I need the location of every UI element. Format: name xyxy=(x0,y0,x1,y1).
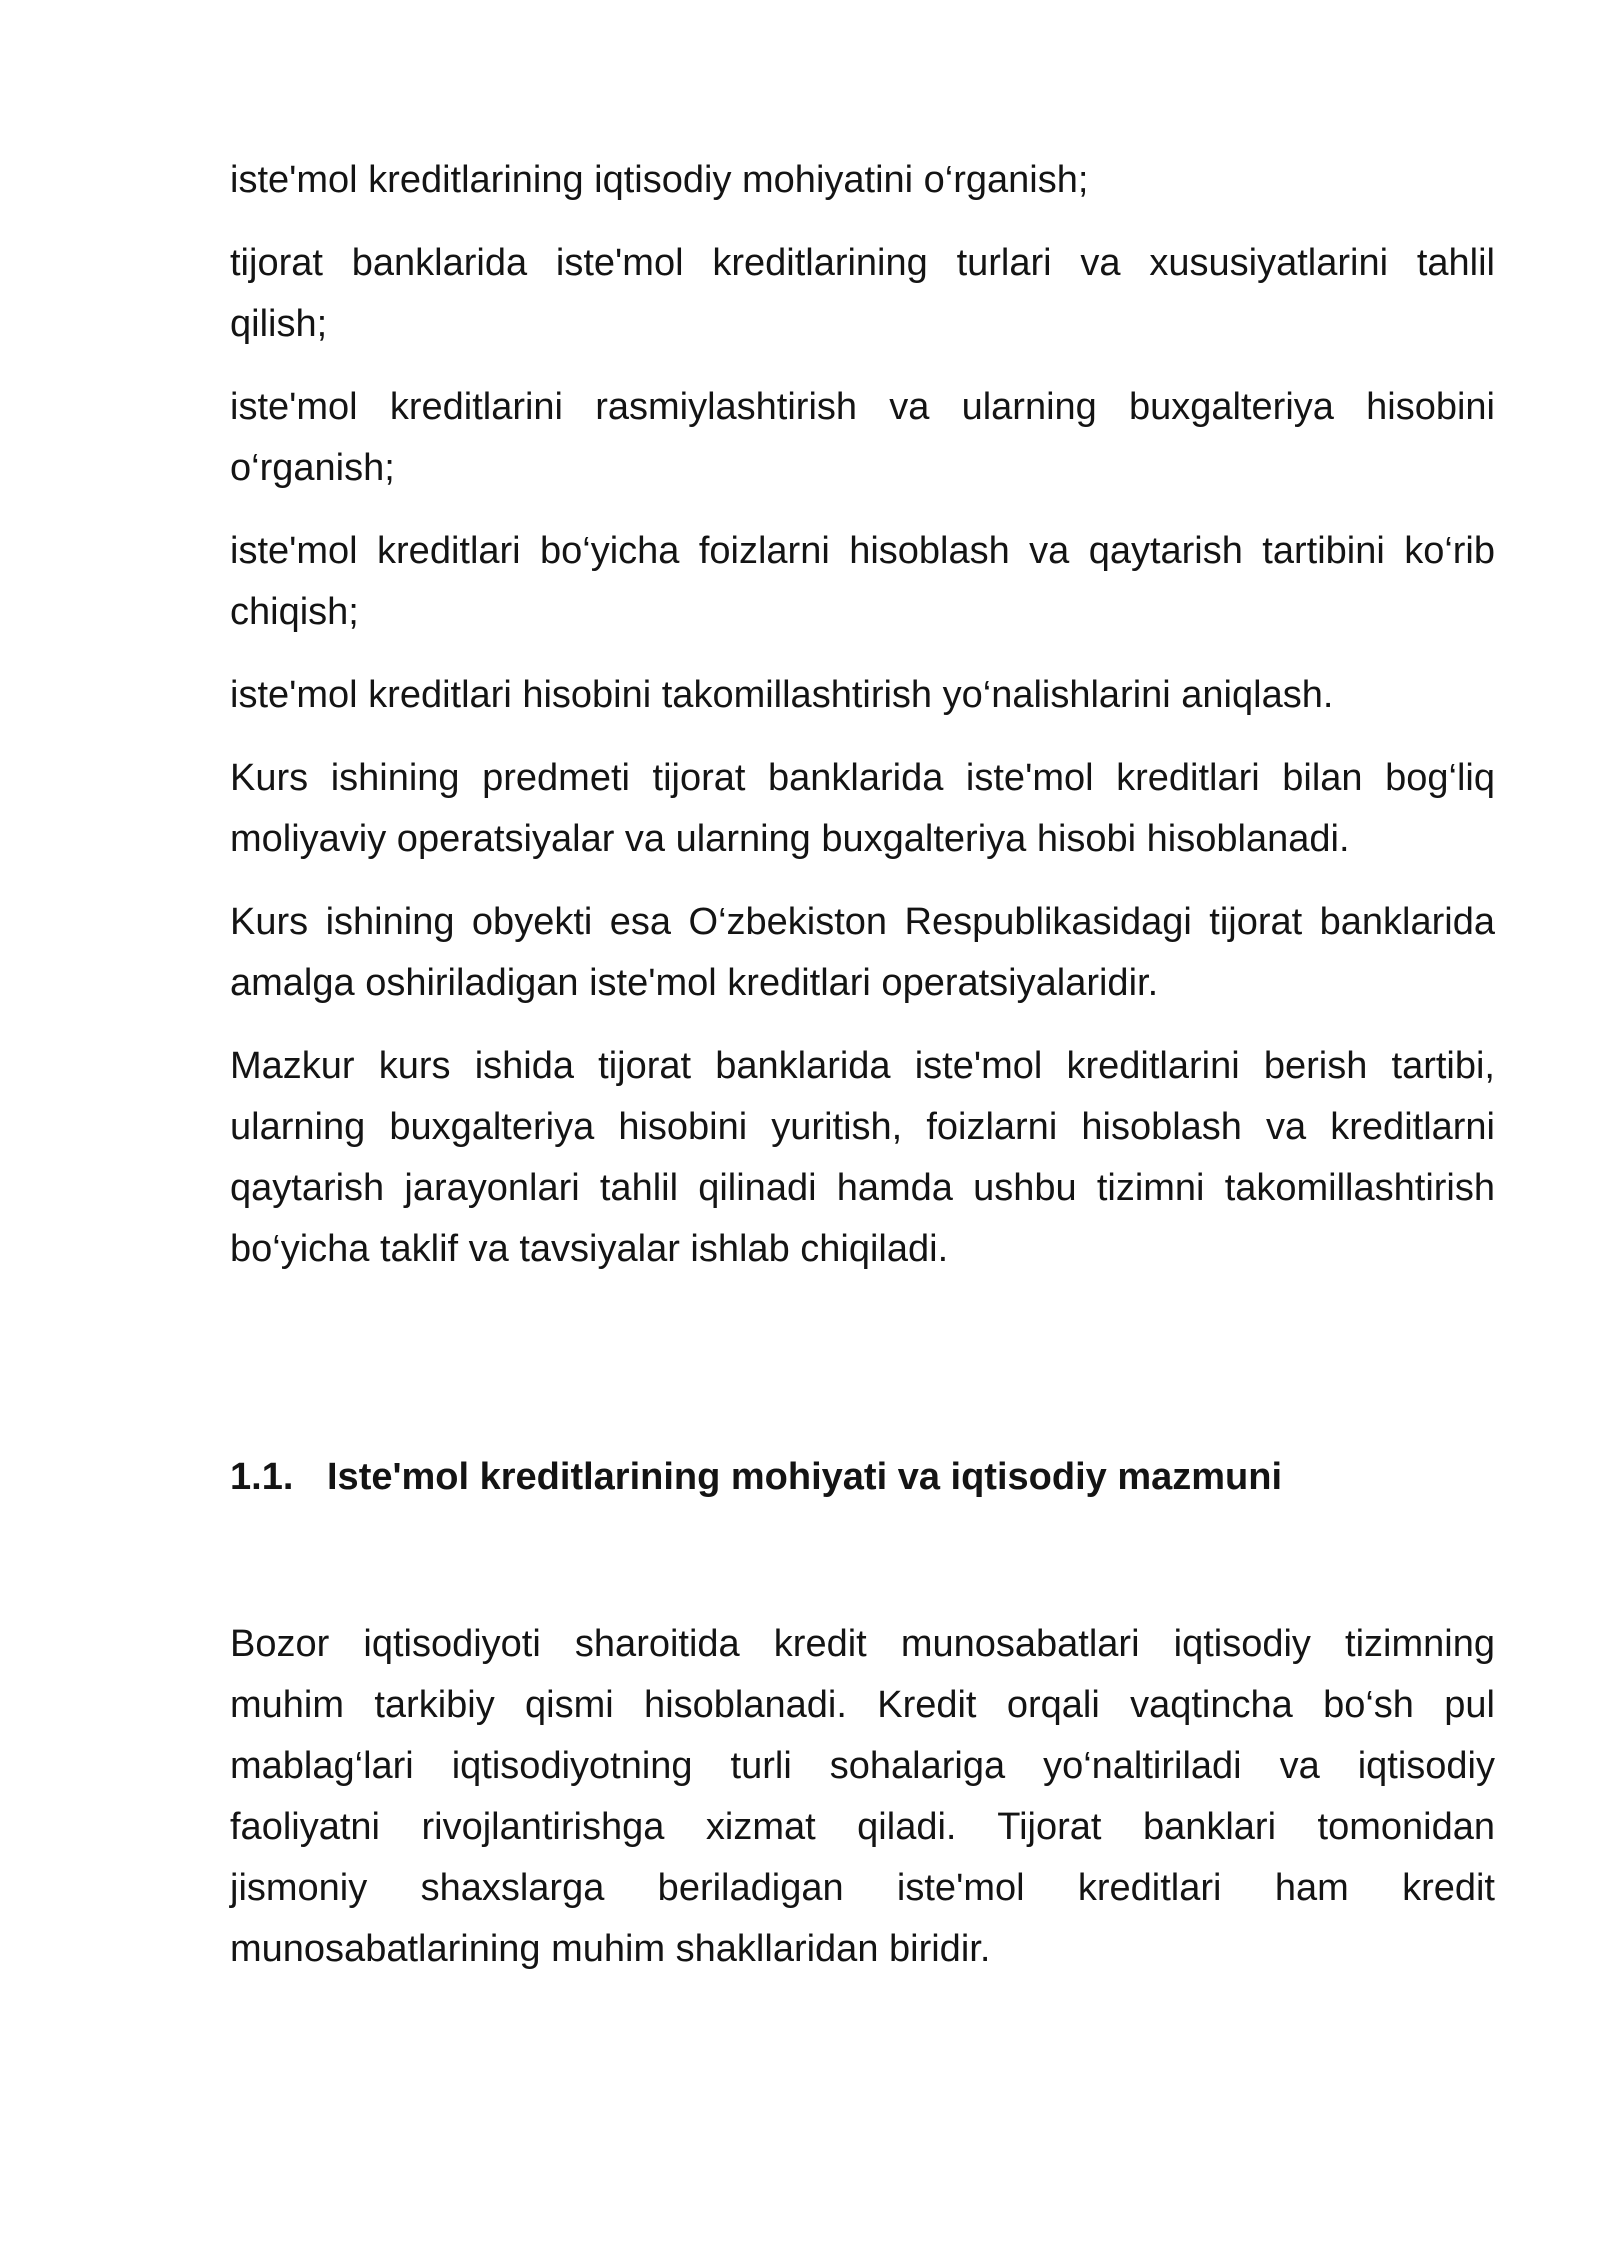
text-line: mablag‘lari iqtisodiyotning turli sohalariga yo‘naltiriladi va iqtisodiy xyxy=(230,1745,1495,1787)
subject-paragraph xyxy=(230,748,1495,870)
text-line: muhim tarkibiy qismi hisoblanadi. Kredit orqali vaqtincha bo‘sh pul xyxy=(230,1684,1495,1726)
object-paragraph xyxy=(230,892,1495,1014)
section-heading xyxy=(230,1447,1495,1508)
text-line: qilish; xyxy=(230,303,328,345)
text-line: Kurs ishining obyekti esa O‘zbekiston Respublikasidagi tijorat banklarida xyxy=(230,901,1495,943)
text-line: Kurs ishining predmeti tijorat banklarida iste'mol kreditlari bilan bog‘liq xyxy=(230,757,1495,799)
body-paragraph xyxy=(230,1614,1495,1980)
section-body xyxy=(230,1614,1495,1980)
text-line: munosabatlarining muhim shakllaridan biridir. xyxy=(230,1928,991,1970)
text-line: o‘rganish; xyxy=(230,447,395,489)
document-body xyxy=(230,150,1495,2002)
section-number: 1.1. xyxy=(230,1456,294,1498)
text-line: faoliyatni rivojlantirishga xizmat qiladi. Tijorat banklari tomonidan xyxy=(230,1806,1495,1848)
text-line: moliyaviy operatsiyalar va ularning buxgalteriya hisobi hisoblanadi. xyxy=(230,818,1350,860)
scope-paragraph xyxy=(230,1036,1495,1280)
text-line: qaytarish jarayonlari tahlil qilinadi hamda ushbu tizimni takomillashtirish xyxy=(230,1167,1495,1209)
task-item xyxy=(230,233,1495,355)
text-line: Bozor iqtisodiyoti sharoitida kredit munosabatlari iqtisodiy tizimning xyxy=(230,1623,1495,1665)
text-line: tijorat banklarida iste'mol kreditlarining turlari va xususiyatlarini tahlil xyxy=(230,242,1495,284)
section-title: Iste'mol kreditlarining mohiyati va iqtisodiy mazmuni xyxy=(327,1456,1283,1498)
text-line: iste'mol kreditlarini rasmiylashtirish va ularning buxgalteriya hisobini xyxy=(230,386,1495,428)
text-line: ularning buxgalteriya hisobini yuritish, foizlarni hisoblash va kreditlarni xyxy=(230,1106,1495,1148)
task-item xyxy=(230,377,1495,499)
text-line: iste'mol kreditlarining iqtisodiy mohiyatini o‘rganish; xyxy=(230,159,1089,201)
text-line: chiqish; xyxy=(230,591,359,633)
text-line: amalga oshiriladigan iste'mol kreditlari operatsiyalaridir. xyxy=(230,962,1159,1004)
task-item xyxy=(230,150,1495,211)
task-item xyxy=(230,521,1495,643)
text-line: bo‘yicha taklif va tavsiyalar ishlab chiqiladi. xyxy=(230,1228,949,1270)
text-line: Mazkur kurs ishida tijorat banklarida iste'mol kreditlarini berish tartibi, xyxy=(230,1045,1495,1087)
text-line: iste'mol kreditlari bo‘yicha foizlarni hisoblash va qaytarish tartibini ko‘rib xyxy=(230,530,1495,572)
text-line: jismoniy shaxslarga beriladigan iste'mol kreditlari ham kredit xyxy=(230,1867,1495,1909)
task-item xyxy=(230,665,1495,726)
text-line: iste'mol kreditlari hisobini takomillashtirish yo‘nalishlarini aniqlash. xyxy=(230,674,1334,716)
